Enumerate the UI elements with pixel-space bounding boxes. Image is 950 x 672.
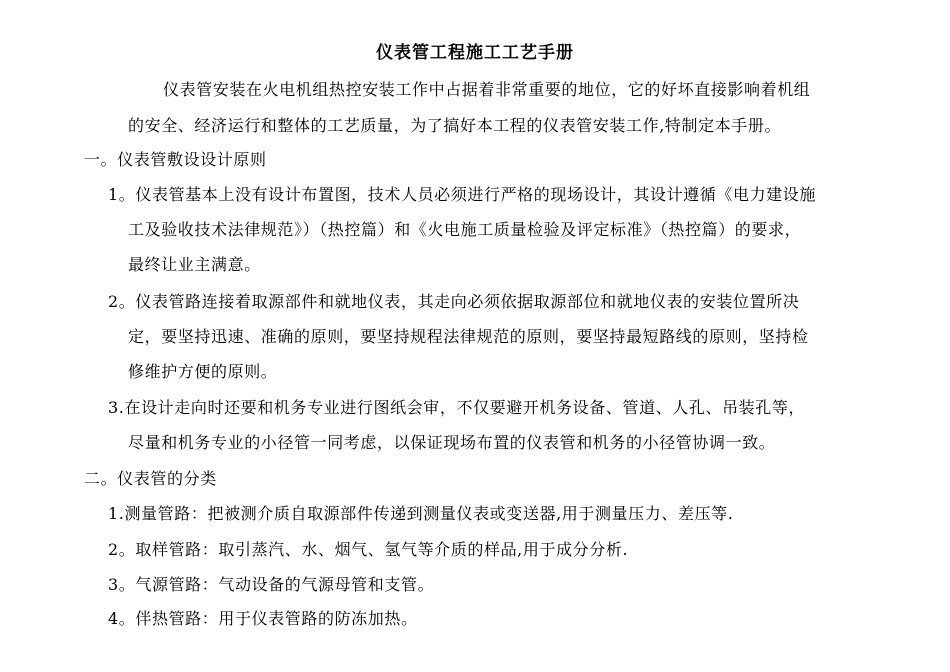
- section-1-item-2-line-1: 2。仪表管路连接着取源部件和就地仪表，其走向必须依据取源部位和就地仪表的安装位置所决: [108, 292, 800, 311]
- section-1-item-3-line-2: 尽量和机务专业的小径管一同考虑，以保证现场布置的仪表管和机务的小径管协调一致。: [128, 433, 776, 452]
- section-1-item-3-line-1: 3.在设计走向时还要和机务专业进行图纸会审，不仅要避开机务设备、管道、人孔、吊装孔等，: [108, 398, 806, 417]
- document-title: 仪表管工程施工工艺手册: [376, 43, 574, 63]
- section-1-item-2-line-2: 定，要坚持迅速、准确的原则，要坚持规程法律规范的原则，要坚持最短路线的原则，坚持检: [128, 327, 809, 346]
- section-1-item-1-line-1: 1。仪表管基本上没有设计布置图，技术人员必须进行严格的现场设计，其设计遵循《电力建设施: [108, 185, 816, 204]
- section-2-item-2: 2。取样管路：取引蒸汽、水、烟气、氢气等介质的样品,用于成分分析.: [108, 540, 629, 559]
- section-1-item-2-line-3: 修维护方便的原则。: [128, 362, 278, 381]
- section-2-heading: 二。仪表管的分类: [84, 469, 217, 488]
- intro-line-2: 的安全、经济运行和整体的工艺质量，为了搞好本工程的仪表管安装工作,特制定本手册。: [128, 116, 782, 135]
- section-2-item-3: 3。气源管路：气动设备的气源母管和支管。: [108, 575, 435, 594]
- section-1-item-1-line-2: 工及验收技术法律规范》）（热控篇）和《火电施工质量检验及评定标准》（热控篇）的要求，: [128, 220, 802, 239]
- section-1-item-1-line-3: 最终让业主满意。: [128, 255, 261, 274]
- intro-line-1: 仪表管安装在火电机组热控安装工作中占据着非常重要的地位，它的好坏直接影响着机组: [163, 80, 811, 99]
- section-2-item-4: 4。伴热管路：用于仪表管路的防冻加热。: [108, 609, 418, 628]
- section-1-heading: 一。仪表管敷设设计原则: [84, 150, 267, 169]
- section-2-item-1: 1.测量管路：把被测介质自取源部件传递到测量仪表或变送器,用于测量压力、差压等.: [108, 504, 734, 523]
